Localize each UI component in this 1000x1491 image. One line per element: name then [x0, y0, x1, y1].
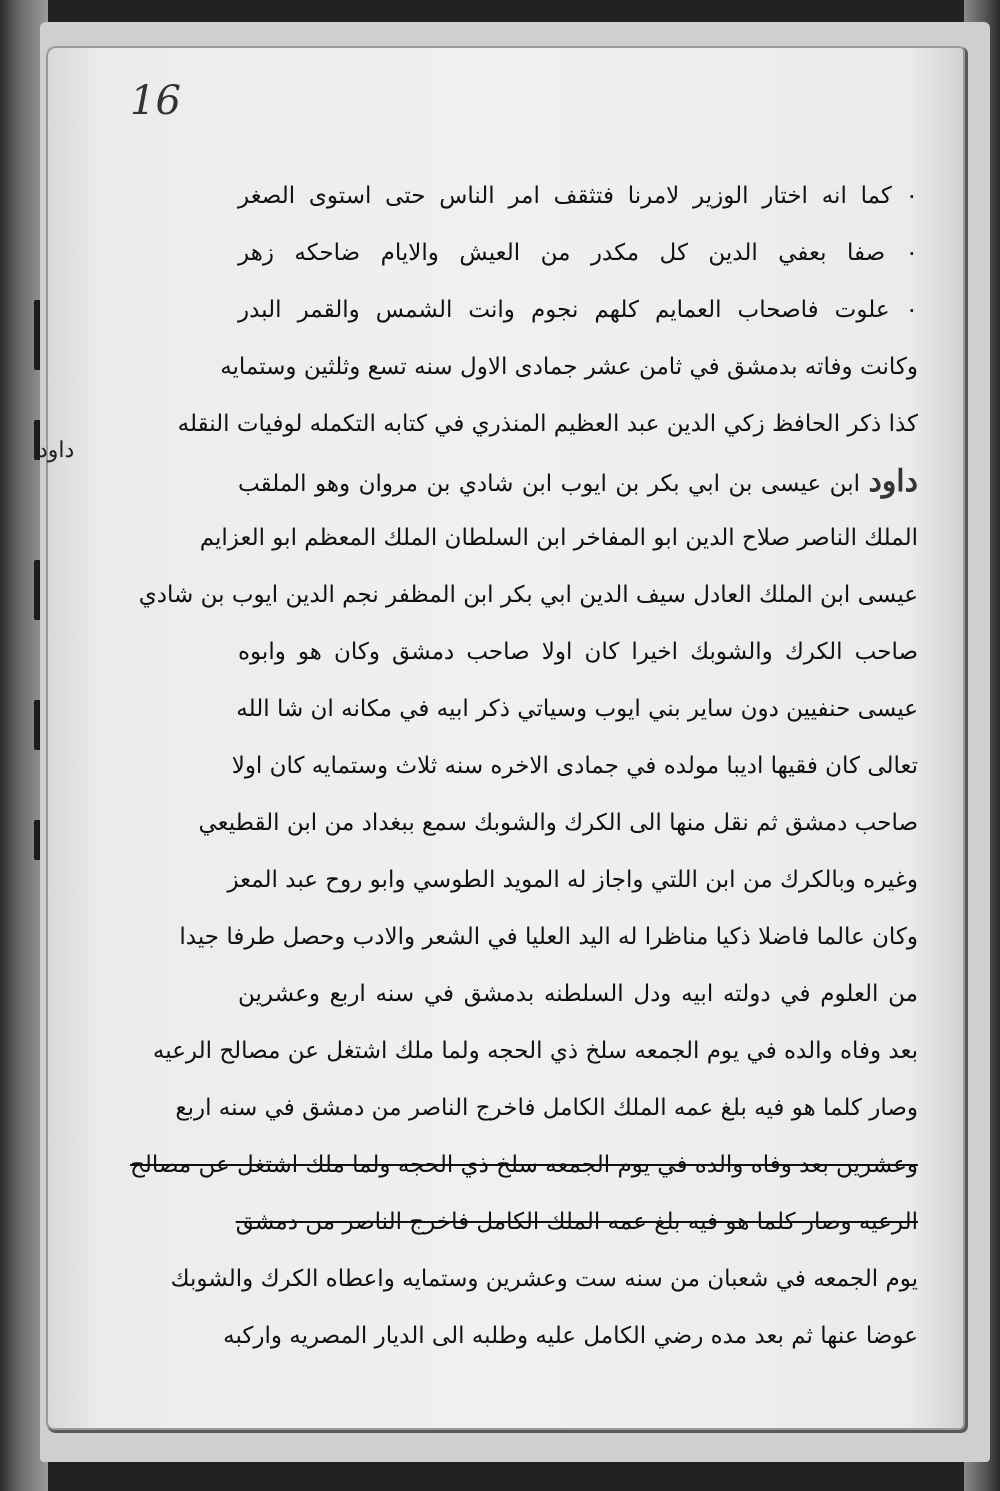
text-line: وكانت وفاته بدمشق في ثامن عشر جمادى الاول سنه تسع وثلثين وستمايه: [220, 354, 918, 380]
text-line: صاحب دمشق ثم نقل منها الى الكرك والشوبك سمع ببغداد من ابن القطيعي: [198, 810, 918, 836]
text-line: من العلوم في دولته ابيه ودل السلطنه بدمشق في سنه اربع وعشرين: [238, 981, 918, 1007]
margin-note: داود: [38, 438, 75, 463]
text-line: تعالى كان فقيها اديبا مولده في جمادى الاخره سنه ثلاث وستمايه كان اولا: [231, 753, 918, 779]
folio-number: 16: [130, 78, 181, 124]
text-line: بعد وفاه والده في يوم الجمعه سلخ ذي الحجه ولما ملك اشتغل عن مصالح الرعيه: [152, 1038, 918, 1064]
text-line: عوضا عنها ثم بعد مده رضي الكامل عليه وطلبه الى الديار المصريه واركبه: [223, 1323, 918, 1349]
text-line: الملك الناصر صلاح الدين ابو المفاخر ابن السلطان الملك المعظم ابو العزايم: [199, 525, 918, 551]
text-line: عيسى حنفيين دون ساير بني ايوب وسياتي ذكر ابيه في مكانه ان شا الله: [236, 696, 918, 722]
text-line: صاحب الكرك والشوبك اخيرا كان اولا صاحب دمشق وكان هو وابوه: [238, 639, 918, 665]
text-line: وصار كلما هو فيه بلغ عمه الملك الكامل فاخرج الناصر من دمشق في سنه اربع: [175, 1095, 918, 1121]
struck-text-line: وعشرين بعد وفاه والده في يوم الجمعه سلخ ذي الحجه ولما ملك اشتغل عن مصالح: [130, 1152, 918, 1178]
line-text: ابن عيسى بن ابي بكر بن ايوب ابن شادي بن مروان وهو الملقب: [238, 471, 869, 497]
text-line: كذا ذكر الحافظ زكي الدين عبد العظيم المنذري في كتابه التكمله لوفيات النقله: [177, 411, 918, 437]
text-line: [238, 453, 918, 510]
text-line: وكان عالما فاضلا ذكيا مناظرا له اليد العليا في الشعر والادب وحصل طرفا جيدا: [179, 924, 918, 950]
text-line: عيسى ابن الملك العادل سيف الدين ابي بكر ابن المظفر نجم الدين ايوب بن شادي: [138, 582, 918, 608]
text-line: ٠ كما انه اختار الوزير لامرنا فتثقف امر الناس حتى استوى الصغر: [238, 183, 919, 209]
rubric-heading: داود: [868, 464, 918, 499]
manuscript-text: [130, 168, 919, 1365]
text-line: ٠ صفا بعفي الدين كل مكدر من العيش والايام ضاحكه زهر: [238, 240, 918, 266]
text-line: ٠ علوت فاصحاب العمايم كلهم نجوم وانت الشمس والقمر البدر: [238, 297, 918, 323]
text-line: وغيره وبالكرك من ابن اللتي واجاز له المويد الطوسي وابو روح عبد المعز: [227, 867, 918, 893]
text-line: يوم الجمعه في شعبان من سنه ست وعشرين وستمايه واعطاه الكرك والشوبك: [170, 1266, 918, 1292]
struck-text-line: الرعيه وصار كلما هو فيه بلغ عمه الملك الكامل فاخرج الناصر من دمشق: [235, 1209, 918, 1235]
